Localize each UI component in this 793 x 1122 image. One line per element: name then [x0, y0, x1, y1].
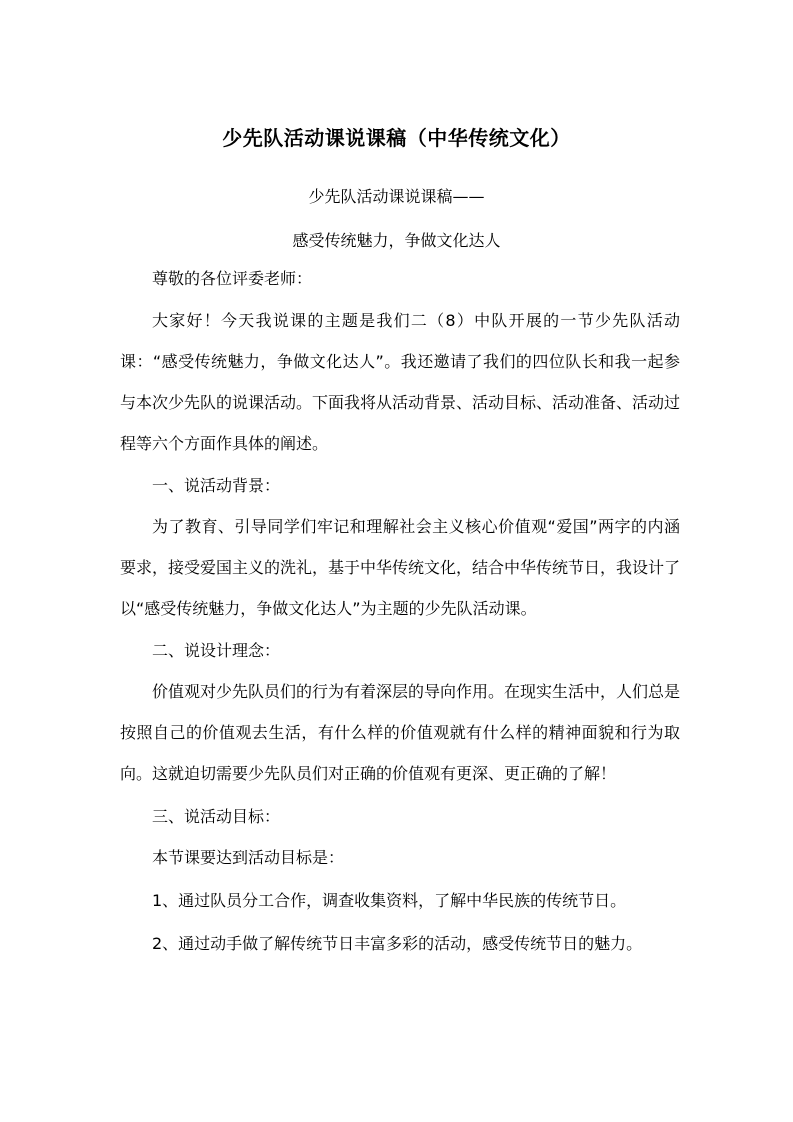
goal-item-1: 1、通过队员分工合作，调查收集资料，了解中华民族的传统节日。: [152, 891, 627, 910]
section-1-body: 为了教育、引导同学们牢记和理解社会主义核心价值观“爱国”两字的内涵要求，接受爱国主义的洗礼，基于中华传统文化，结合中华传统节日，我设计了以“感受传统魅力，争做文化达人”为主题的少先队活动课。: [120, 517, 681, 618]
document-title: 少先队活动课说课稿（中华传统文化）: [222, 126, 571, 150]
goal-item-2: 2、通过动手做了解传统节日丰富多彩的活动，感受传统节日的魅力。: [152, 934, 643, 953]
subtitle-line-2: 感受传统魅力，争做文化达人: [292, 231, 501, 250]
section-3-heading: 三、说活动目标：: [152, 807, 281, 826]
intro-paragraph: 大家好！今天我说课的主题是我们二（8）中队开展的一节少先队活动课：“感受传统魅力，争做文化达人”。我还邀请了我们的四位队长和我一起参与本次少先队的说课活动。下面我将从活动背景、活动目标、活动准备、活动过程等六个方面作具体的阐述。: [120, 311, 681, 453]
section-3-intro: 本节课要达到活动目标是：: [152, 848, 345, 867]
greeting: 尊敬的各位评委老师：: [152, 269, 313, 288]
section-2-body: 价值观对少先队员们的行为有着深层的导向作用。在现实生活中，人们总是按照自己的价值观去生活，有什么样的价值观就有什么样的精神面貌和行为取向。这就迫切需要少先队员们对正确的价值观有更深、更正确的了解！: [120, 682, 681, 783]
subtitle-line-1: 少先队活动课说课稿——: [308, 187, 485, 206]
section-1-heading: 一、说活动背景：: [152, 476, 281, 495]
section-2-heading: 二、说设计理念：: [152, 641, 281, 660]
